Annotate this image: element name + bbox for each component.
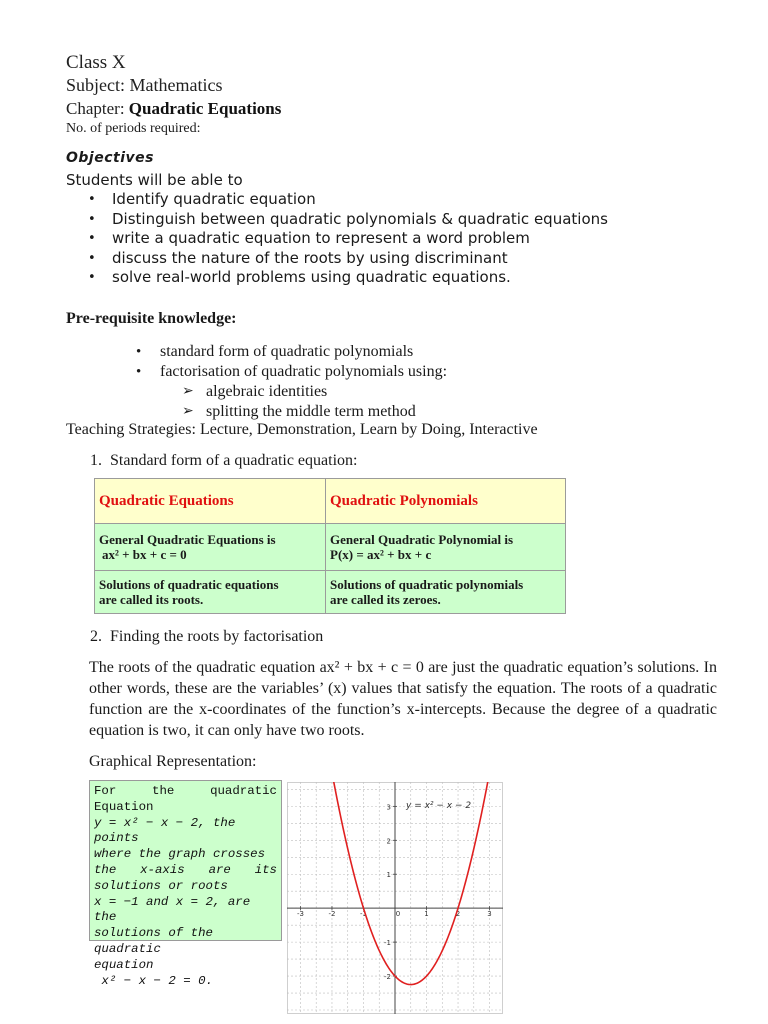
box-word: the	[152, 784, 175, 798]
box-text: solutions or roots	[94, 878, 228, 893]
table-header-equations: Quadratic Equations	[95, 479, 326, 524]
x-tick-label: -2	[328, 910, 336, 919]
cell-line: General Quadratic Equations is	[99, 532, 276, 547]
prereq-list	[136, 342, 447, 382]
cell-line: ax² + bx + c = 0	[102, 547, 187, 562]
cell-line: Solutions of quadratic polynomials	[330, 577, 524, 592]
box-line	[94, 863, 277, 879]
list-item: • solve real-world problems using quadratic equations.	[88, 268, 608, 288]
box-word: For	[94, 784, 117, 798]
objectives-intro: Students will be able to	[66, 171, 243, 189]
box-text: x = −1 and x = 2, are the	[94, 894, 251, 925]
list-item: • Distinguish between quadratic polynomials & quadratic equations	[88, 210, 608, 230]
comparison-table	[94, 478, 566, 614]
box-line	[94, 816, 277, 848]
box-line: Equation	[94, 799, 154, 814]
chapter-label: Chapter:	[66, 99, 129, 118]
box-line	[94, 879, 277, 895]
table-header-polynomials: Quadratic Polynomials	[326, 479, 566, 524]
list-item: • write a quadratic equation to represent a word problem	[88, 229, 608, 249]
objectives-list	[88, 190, 608, 288]
x-tick-label: 3	[487, 910, 492, 919]
cell-line: P(x) = ax² + bx + c	[330, 547, 432, 562]
cell-line: are called its zeroes.	[330, 592, 441, 607]
section2-heading: 2. Finding the roots by factorisation	[90, 628, 324, 645]
y-tick-label: -2	[384, 973, 391, 982]
subject-line	[66, 75, 222, 96]
box-line	[94, 784, 277, 800]
box-text: x² − x − 2 = 0.	[94, 973, 213, 988]
cell-line: Solutions of quadratic equations	[99, 577, 279, 592]
table-row	[95, 479, 566, 524]
y-tick-label: 2	[386, 837, 391, 846]
y-tick-label: 1	[386, 871, 391, 880]
box-line	[94, 926, 277, 958]
box-word: its	[254, 862, 277, 877]
y-tick-label: 3	[386, 803, 391, 812]
teaching-strategies: Teaching Strategies: Lecture, Demonstration, Learn by Doing, Interactive	[66, 421, 538, 438]
equation-label: y = x² − x − 2	[406, 801, 472, 812]
class-line: Class X	[66, 52, 126, 73]
list-item: ➢ algebraic identities	[182, 382, 416, 402]
list-item: • standard form of quadratic polynomials	[136, 342, 447, 362]
section1-heading: 1. Standard form of a quadratic equation:	[90, 452, 358, 469]
graph-explanation-box	[89, 780, 282, 988]
box-text: y = x² − x − 2, the points	[94, 815, 236, 846]
objectives-title: Objectives	[66, 150, 154, 166]
list-item: • Identify quadratic equation	[88, 190, 608, 210]
x-tick-label: -3	[296, 910, 304, 919]
table-row	[95, 571, 566, 614]
prereq-sublist	[182, 382, 416, 422]
cell-line: are called its roots.	[99, 592, 204, 607]
list-item: • factorisation of quadratic polynomials using:	[136, 362, 447, 382]
table-row	[95, 524, 566, 571]
box-word: x-axis	[140, 862, 185, 877]
box-text: where the graph crosses	[94, 847, 266, 862]
x-tick-label: -1	[359, 910, 367, 919]
section2-paragraph: The roots of the quadratic equation ax² + bx + c = 0 are just the quadratic equation’s solutions. In other words, these are the variables’ (x) values that satisfy the equation. The roots of a quadratic function are the x-coordinates of the function’s x-intercepts. Because the degree of a quadratic equation is two, it can only have two roots.	[89, 659, 717, 739]
y-tick-label: -1	[384, 939, 391, 948]
list-item: • discuss the nature of the roots by using discriminant	[88, 249, 608, 269]
graph-heading: Graphical Representation:	[89, 753, 257, 770]
box-word: are	[208, 862, 231, 877]
x-tick-label: 1	[424, 910, 429, 919]
x-tick-label: 2	[455, 910, 461, 919]
chapter-value: Quadratic Equations	[128, 99, 282, 118]
table-cell	[326, 524, 566, 571]
subject-value: Mathematics	[129, 75, 223, 95]
box-line	[94, 974, 277, 990]
box-line	[94, 847, 277, 863]
box-line	[94, 895, 277, 927]
table-cell	[95, 571, 326, 614]
box-text: equation	[94, 957, 154, 972]
x-tick-label: 0	[395, 910, 401, 919]
box-line	[94, 958, 277, 974]
box-text: solutions of the quadratic	[94, 926, 213, 956]
chapter-line	[66, 99, 281, 119]
table-cell	[326, 571, 566, 614]
table-cell	[95, 524, 326, 571]
list-item: ➢ splitting the middle term method	[182, 402, 416, 422]
box-word: the	[94, 862, 117, 877]
subject-label: Subject:	[66, 75, 130, 95]
parabola-chart	[287, 782, 503, 1014]
cell-line: General Quadratic Polynomial is	[330, 532, 514, 547]
periods-line: No. of periods required:	[66, 121, 201, 136]
prereq-title: Pre-requisite knowledge:	[66, 310, 237, 327]
box-word: quadratic	[210, 784, 277, 798]
